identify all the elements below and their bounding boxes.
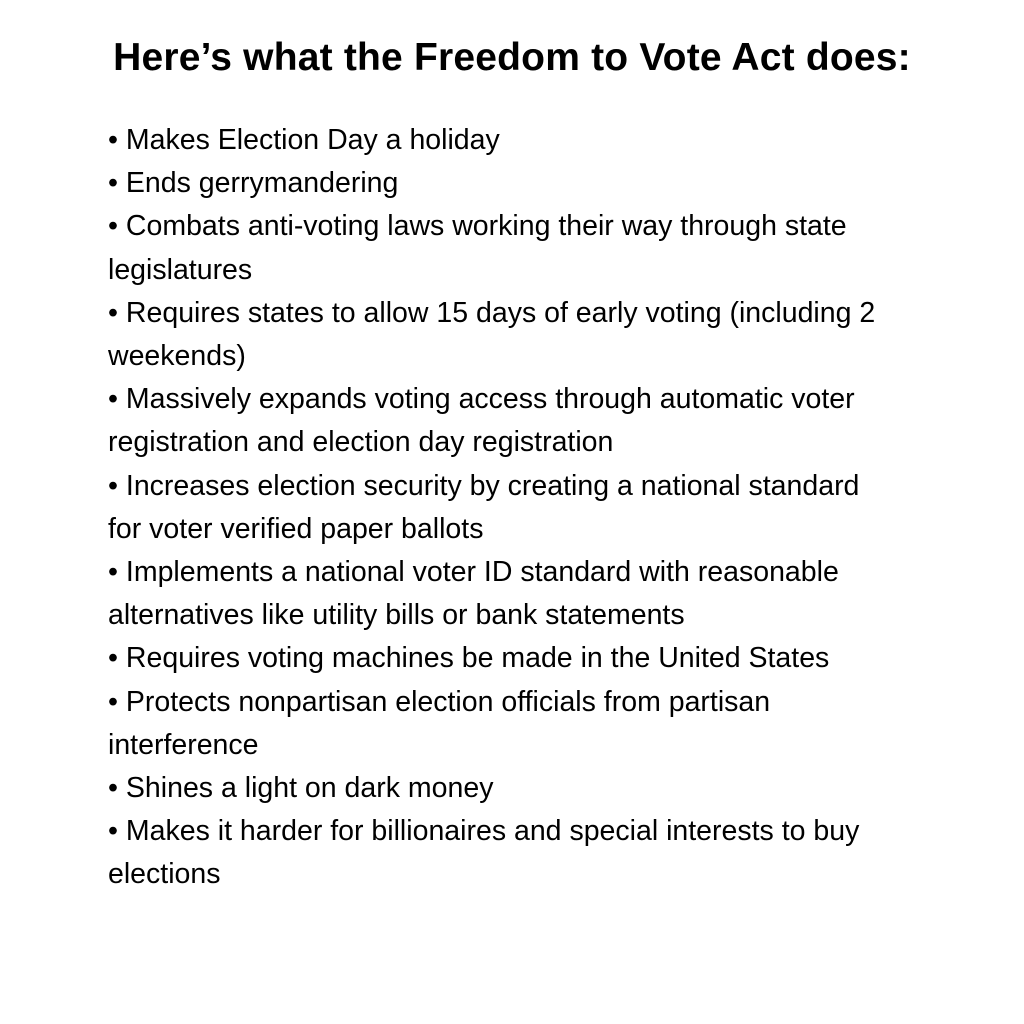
list-item-text: Massively expands voting access through automatic voter registration and election day registration: [108, 383, 855, 459]
list-item: [108, 465, 888, 551]
list-item-text: Requires states to allow 15 days of early voting (including 2 weekends): [108, 296, 876, 373]
bullet-icon: •: [108, 296, 118, 329]
list-item: [108, 637, 888, 680]
bullet-icon: •: [108, 772, 118, 805]
feature-list: [108, 119, 888, 897]
list-item: [108, 767, 888, 810]
bullet-icon: •: [108, 469, 118, 502]
page-title: Here’s what the Freedom to Vote Act does:: [113, 36, 911, 79]
list-item: [108, 810, 888, 896]
list-item-text: Implements a national voter ID standard with reasonable alternatives like utility bills or bank statements: [108, 556, 839, 632]
bullet-icon: •: [108, 167, 118, 200]
list-item-text: Combats anti-voting laws working their way through state legislatures: [108, 210, 847, 286]
list-item: [108, 292, 888, 378]
list-item: [108, 378, 888, 464]
list-item: [108, 681, 888, 767]
list-item-text: Makes Election Day a holiday: [125, 124, 500, 156]
list-item-text: Increases election security by creating a national standard for voter verified paper ballots: [108, 469, 860, 545]
list-item: [108, 551, 888, 637]
bullet-icon: •: [108, 556, 118, 589]
bullet-icon: •: [108, 815, 118, 848]
bullet-icon: •: [108, 383, 118, 416]
list-item-text: Makes it harder for billionaires and special interests to buy elections: [108, 815, 860, 891]
list-item: [108, 119, 888, 162]
bullet-icon: •: [108, 124, 118, 156]
bullet-icon: •: [108, 642, 118, 675]
list-item-text: Protects nonpartisan election officials from partisan interference: [108, 685, 771, 761]
list-item-text: Ends gerrymandering: [125, 167, 399, 200]
bullet-icon: •: [108, 210, 118, 243]
list-item-text: Requires voting machines be made in the United States: [125, 642, 830, 675]
list-item: [108, 162, 888, 205]
bullet-icon: •: [108, 685, 118, 718]
list-item: [108, 205, 888, 291]
list-item-text: Shines a light on dark money: [125, 772, 494, 805]
